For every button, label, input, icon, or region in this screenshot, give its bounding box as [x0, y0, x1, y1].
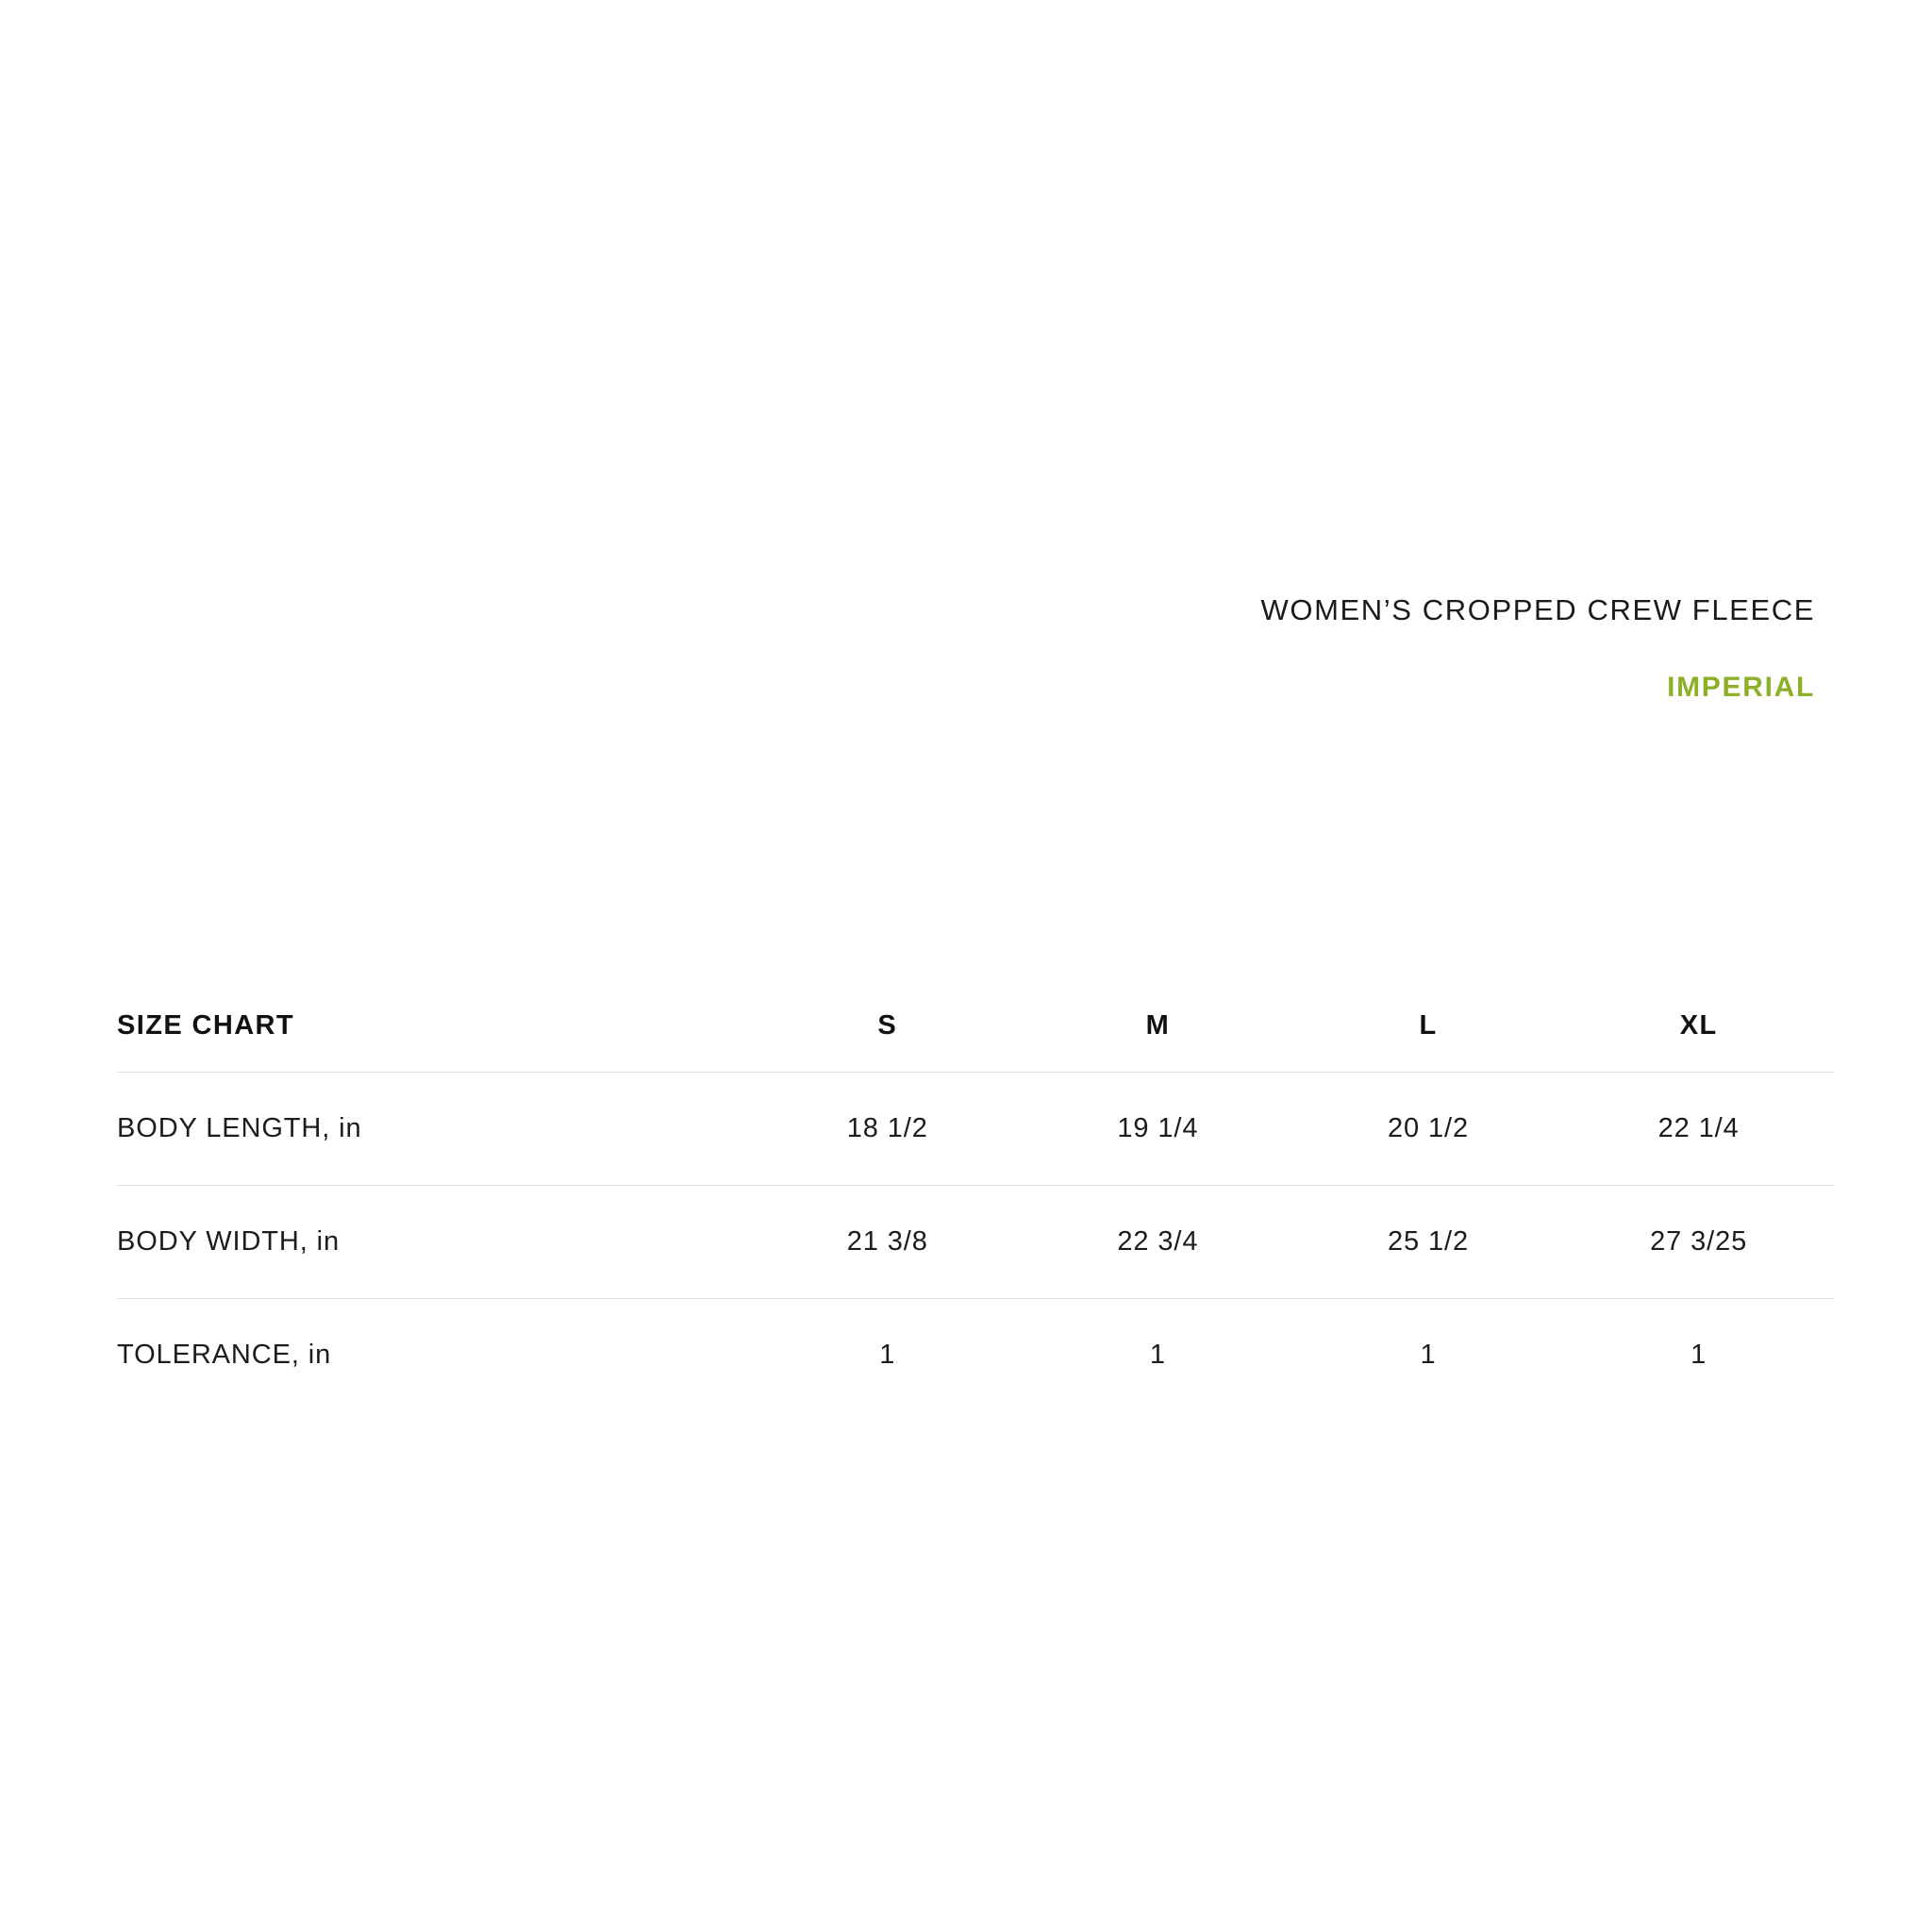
row-label-body-length: BODY LENGTH, in	[117, 1072, 752, 1185]
column-header-m: M	[1023, 981, 1293, 1072]
cell-tolerance-l: 1	[1420, 1339, 1437, 1370]
cell-body-length-xl: 22 1/4	[1563, 1072, 1834, 1185]
table-row	[117, 1298, 1834, 1411]
table-body	[117, 1072, 1834, 1411]
row-label-tolerance: TOLERANCE, in	[117, 1339, 332, 1370]
table-row	[117, 1072, 1834, 1185]
size-chart-table-container	[117, 981, 1834, 1411]
column-header-s: S	[752, 981, 1023, 1072]
size-chart-table	[117, 981, 1834, 1411]
table-header	[117, 981, 1834, 1072]
header	[117, 592, 1815, 705]
cell-tolerance-s: 1	[879, 1339, 896, 1370]
cell-body-length-l: 20 1/2	[1293, 1072, 1564, 1185]
table-header-row	[117, 981, 1834, 1072]
cell-body-width-l: 25 1/2	[1293, 1185, 1564, 1298]
cell-body-width-s: 21 3/8	[752, 1185, 1023, 1298]
cell-tolerance-xl: 1	[1690, 1339, 1707, 1370]
column-header-xl: XL	[1563, 981, 1834, 1072]
row-label-body-width: BODY WIDTH, in	[117, 1185, 752, 1298]
cell-body-length-s: 18 1/2	[752, 1072, 1023, 1185]
table-row	[117, 1185, 1834, 1298]
unit-system-label: IMPERIAL	[1667, 672, 1815, 704]
cell-body-width-m: 22 3/4	[1023, 1185, 1293, 1298]
page-title: WOMEN’S CROPPED CREW FLEECE	[1260, 593, 1815, 626]
cell-body-width-xl: 27 3/25	[1563, 1185, 1834, 1298]
cell-body-length-m: 19 1/4	[1023, 1072, 1293, 1185]
column-header-size-chart: SIZE CHART	[117, 981, 752, 1072]
cell-tolerance-m: 1	[1149, 1339, 1166, 1370]
column-header-l: L	[1293, 981, 1564, 1072]
